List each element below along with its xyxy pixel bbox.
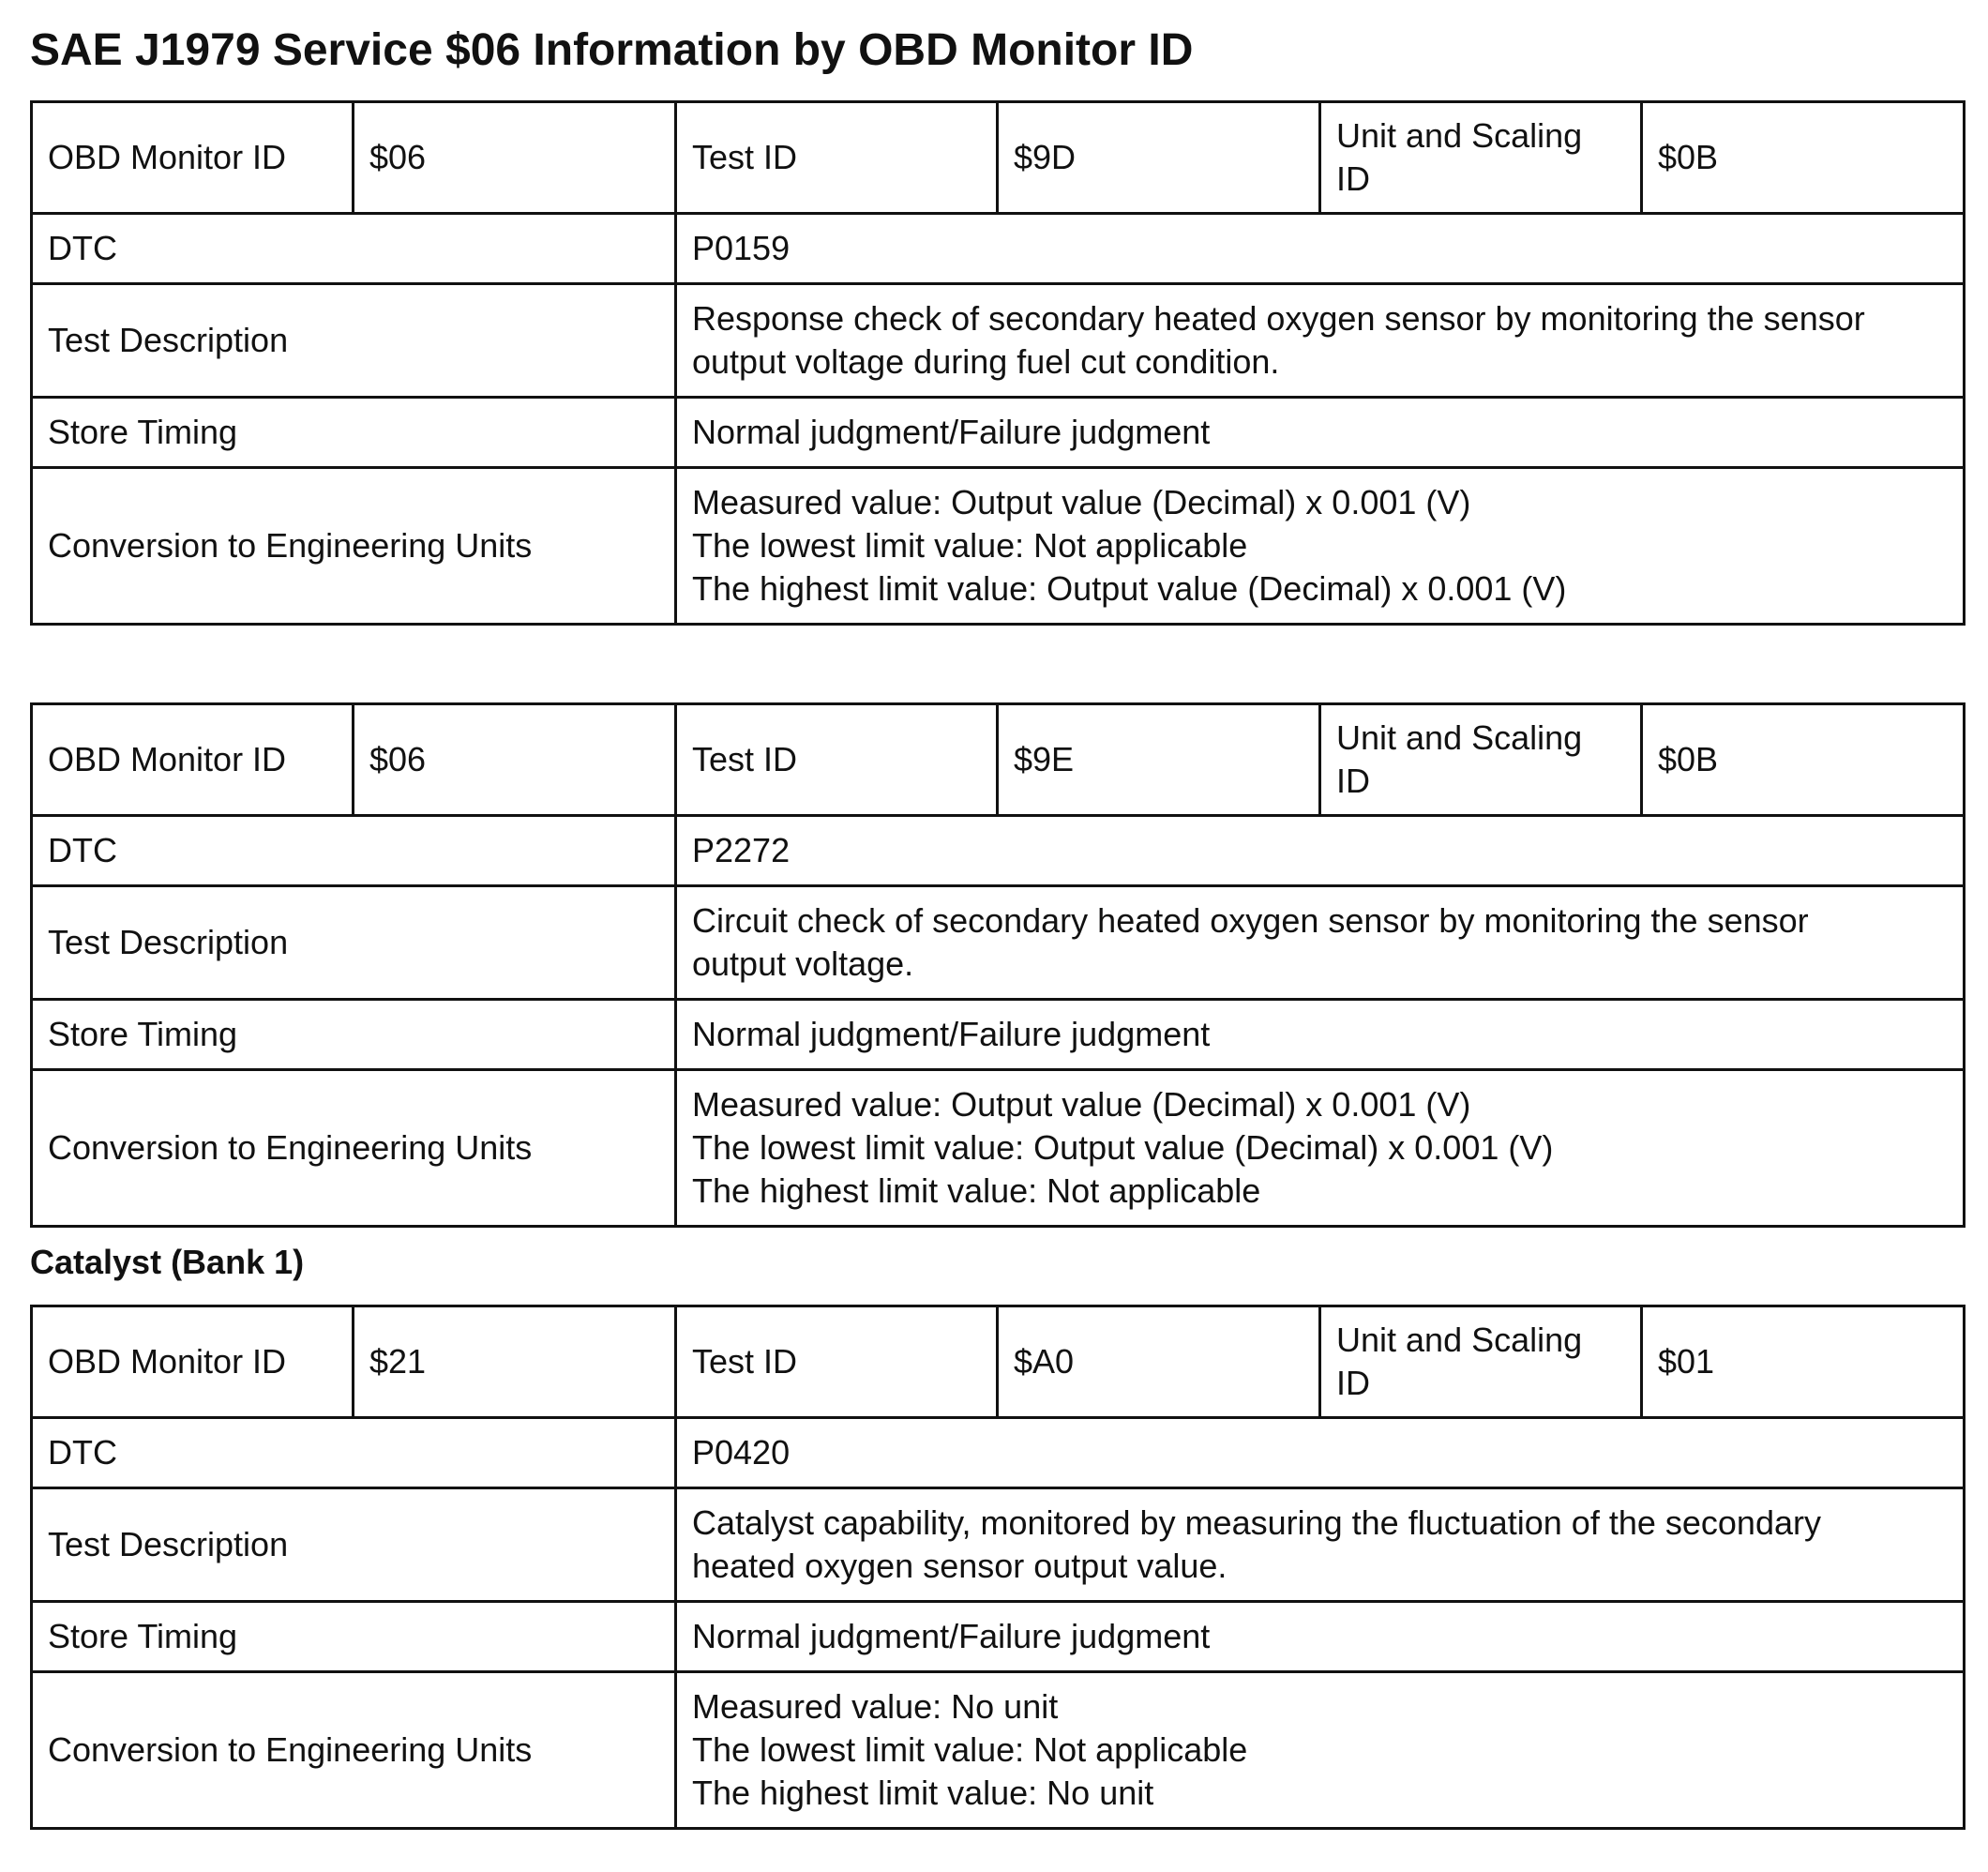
test-id-value: $9D bbox=[998, 102, 1320, 214]
test-id-label: Test ID bbox=[676, 704, 998, 816]
store-timing-value: Normal judgment/Failure judgment bbox=[676, 1602, 1965, 1672]
dtc-row bbox=[32, 816, 1965, 886]
obd-monitor-id-value: $06 bbox=[354, 704, 676, 816]
test-description-label: Test Description bbox=[32, 284, 676, 398]
conversion-value: Measured value: Output value (Decimal) x 0.001 (V) The lowest limit value: Output value (Decimal) x 0.001 (V) The highest limit value: Not applicable bbox=[676, 1070, 1965, 1227]
obd-info-table bbox=[30, 702, 1965, 1228]
dtc-label: DTC bbox=[32, 816, 676, 886]
conversion-value: Measured value: Output value (Decimal) x 0.001 (V) The lowest limit value: Not applicable The highest limit value: Output value (Decimal) x 0.001 (V) bbox=[676, 468, 1965, 625]
test-description-label: Test Description bbox=[32, 1488, 676, 1602]
test-description-value: Catalyst capability, monitored by measuring the fluctuation of the secondary heated oxygen sensor output value. bbox=[676, 1488, 1965, 1602]
conversion-value: Measured value: No unit The lowest limit value: Not applicable The highest limit value: No unit bbox=[676, 1672, 1965, 1829]
store-timing-row bbox=[32, 1000, 1965, 1070]
conversion-row bbox=[32, 468, 1965, 625]
table-header-row bbox=[32, 1306, 1965, 1418]
table-header-row bbox=[32, 704, 1965, 816]
dtc-row bbox=[32, 1418, 1965, 1488]
table-header-row bbox=[32, 102, 1965, 214]
test-description-row bbox=[32, 886, 1965, 1000]
dtc-value: P2272 bbox=[676, 816, 1965, 886]
store-timing-value: Normal judgment/Failure judgment bbox=[676, 398, 1965, 468]
test-id-label: Test ID bbox=[676, 102, 998, 214]
conversion-label: Conversion to Engineering Units bbox=[32, 468, 676, 625]
store-timing-value: Normal judgment/Failure judgment bbox=[676, 1000, 1965, 1070]
test-description-value: Circuit check of secondary heated oxygen sensor by monitoring the sensor output voltage. bbox=[676, 886, 1965, 1000]
test-description-value: Response check of secondary heated oxygen sensor by monitoring the sensor output voltage during fuel cut condition. bbox=[676, 284, 1965, 398]
obd-info-table bbox=[30, 1305, 1965, 1830]
store-timing-row bbox=[32, 1602, 1965, 1672]
unit-scaling-id-label: Unit and Scaling ID bbox=[1320, 704, 1642, 816]
store-timing-row bbox=[32, 398, 1965, 468]
test-description-row bbox=[32, 284, 1965, 398]
test-id-label: Test ID bbox=[676, 1306, 998, 1418]
store-timing-label: Store Timing bbox=[32, 398, 676, 468]
test-description-label: Test Description bbox=[32, 886, 676, 1000]
dtc-label: DTC bbox=[32, 214, 676, 284]
conversion-label: Conversion to Engineering Units bbox=[32, 1672, 676, 1829]
store-timing-label: Store Timing bbox=[32, 1000, 676, 1070]
test-description-row bbox=[32, 1488, 1965, 1602]
dtc-value: P0159 bbox=[676, 214, 1965, 284]
dtc-value: P0420 bbox=[676, 1418, 1965, 1488]
unit-scaling-id-value: $0B bbox=[1642, 102, 1965, 214]
unit-scaling-id-label: Unit and Scaling ID bbox=[1320, 102, 1642, 214]
dtc-label: DTC bbox=[32, 1418, 676, 1488]
obd-info-table bbox=[30, 100, 1965, 626]
obd-monitor-id-value: $21 bbox=[354, 1306, 676, 1418]
obd-monitor-id-value: $06 bbox=[354, 102, 676, 214]
section-heading: Catalyst (Bank 1) bbox=[30, 1243, 305, 1281]
test-id-value: $A0 bbox=[998, 1306, 1320, 1418]
test-id-value: $9E bbox=[998, 704, 1320, 816]
conversion-row bbox=[32, 1672, 1965, 1829]
unit-scaling-id-value: $0B bbox=[1642, 704, 1965, 816]
conversion-row bbox=[32, 1070, 1965, 1227]
unit-scaling-id-value: $01 bbox=[1642, 1306, 1965, 1418]
obd-monitor-id-label: OBD Monitor ID bbox=[32, 704, 354, 816]
dtc-row bbox=[32, 214, 1965, 284]
store-timing-label: Store Timing bbox=[32, 1602, 676, 1672]
page-title: SAE J1979 Service $06 Information by OBD Monitor ID bbox=[30, 25, 1194, 75]
unit-scaling-id-label: Unit and Scaling ID bbox=[1320, 1306, 1642, 1418]
obd-monitor-id-label: OBD Monitor ID bbox=[32, 102, 354, 214]
obd-monitor-id-label: OBD Monitor ID bbox=[32, 1306, 354, 1418]
conversion-label: Conversion to Engineering Units bbox=[32, 1070, 676, 1227]
